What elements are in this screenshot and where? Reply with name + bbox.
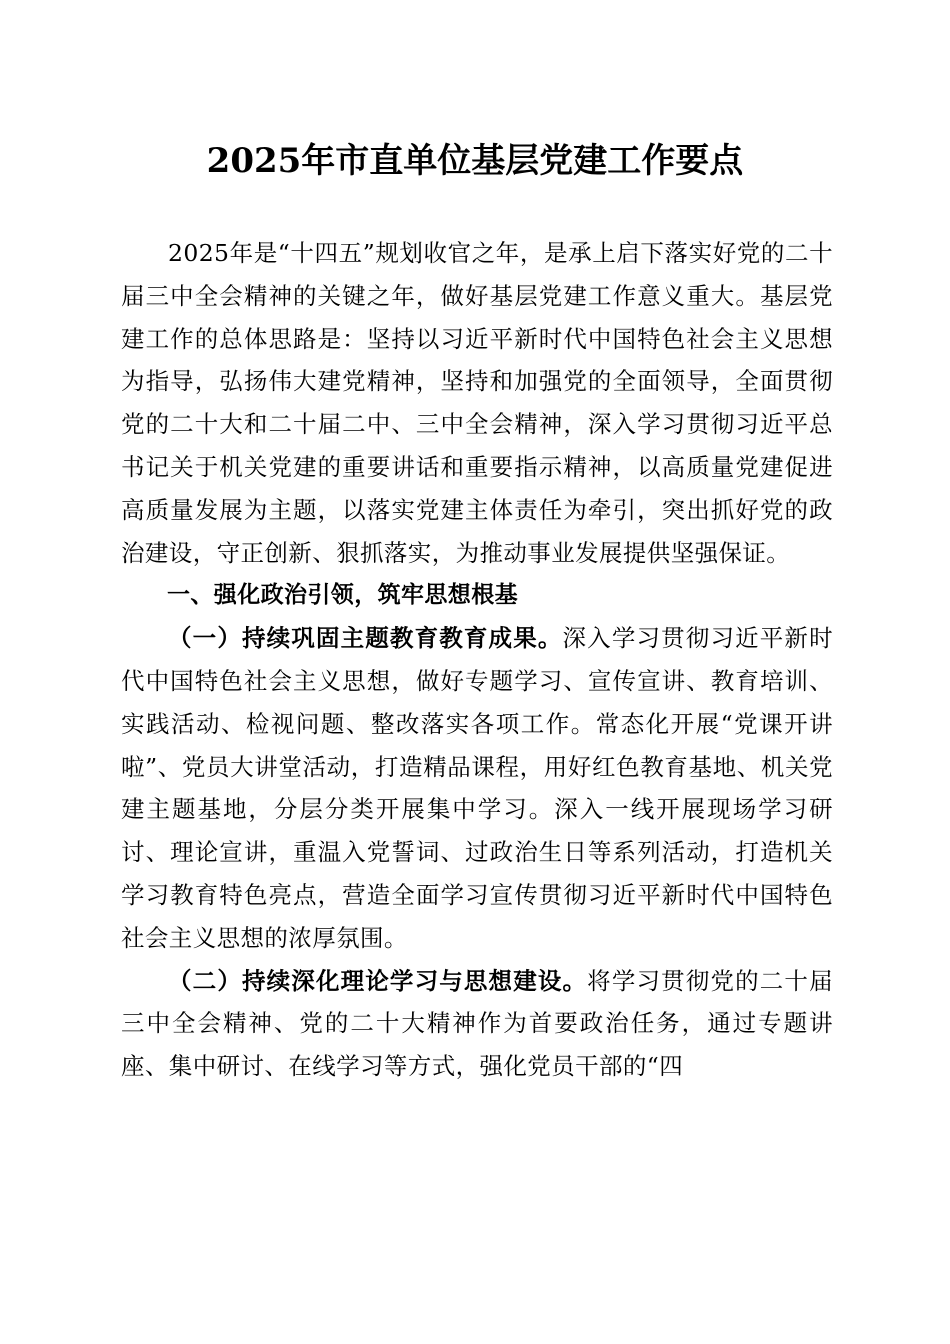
item-2-subheading: （二）持续深化理论学习与思想建设。 bbox=[168, 966, 588, 995]
document-body bbox=[121, 232, 833, 1088]
document-title: 2025年市直单位基层党建工作要点 bbox=[206, 141, 744, 181]
section-1-item-2 bbox=[121, 960, 833, 1088]
item-2-text: 将学习贯彻党的二十届三中全会精神、党的二十大精神作为首要政治任务，通过专题讲座、集中研讨、在线学习等方式，强化党员干部的“四 bbox=[121, 966, 833, 1081]
section-1-item-1 bbox=[121, 617, 833, 959]
intro-paragraph: 2025年是“十四五”规划收官之年，是承上启下落实好党的二十届三中全会精神的关键之年，做好基层党建工作意义重大。基层党建工作的总体思路是：坚持以习近平新时代中国特色社会主义思想为指导，弘扬伟大建党精神，坚持和加强党的全面领导，全面贯彻党的二十大和二十届二中、三中全会精神，深入学习贯彻习近平总书记关于机关党建的重要讲话和重要指示精神，以高质量党建促进高质量发展为主题，以落实党建主体责任为牵引，突出抓好党的政治建设，守正创新、狠抓落实，为推动事业发展提供坚强保证。 bbox=[121, 239, 833, 567]
item-1-subheading: （一）持续巩固主题教育教育成果。 bbox=[168, 624, 563, 653]
item-1-text: 深入学习贯彻习近平新时代中国特色社会主义思想，做好专题学习、宣传宣讲、教育培训、实践活动、检视问题、整改落实各项工作。常态化开展“党课开讲啦”、党员大讲堂活动，打造精品课程，用好红色教育基地、机关党建主题基地，分层分类开展集中学习。深入一线开展现场学习研讨、理论宣讲，重温入党誓词、过政治生日等系列活动，打造机关学习教育特色亮点，营造全面学习宣传贯彻习近平新时代中国特色社会主义思想的浓厚氛围。 bbox=[121, 624, 833, 952]
section-1-heading: 一、强化政治引领，筑牢思想根基 bbox=[167, 582, 518, 609]
